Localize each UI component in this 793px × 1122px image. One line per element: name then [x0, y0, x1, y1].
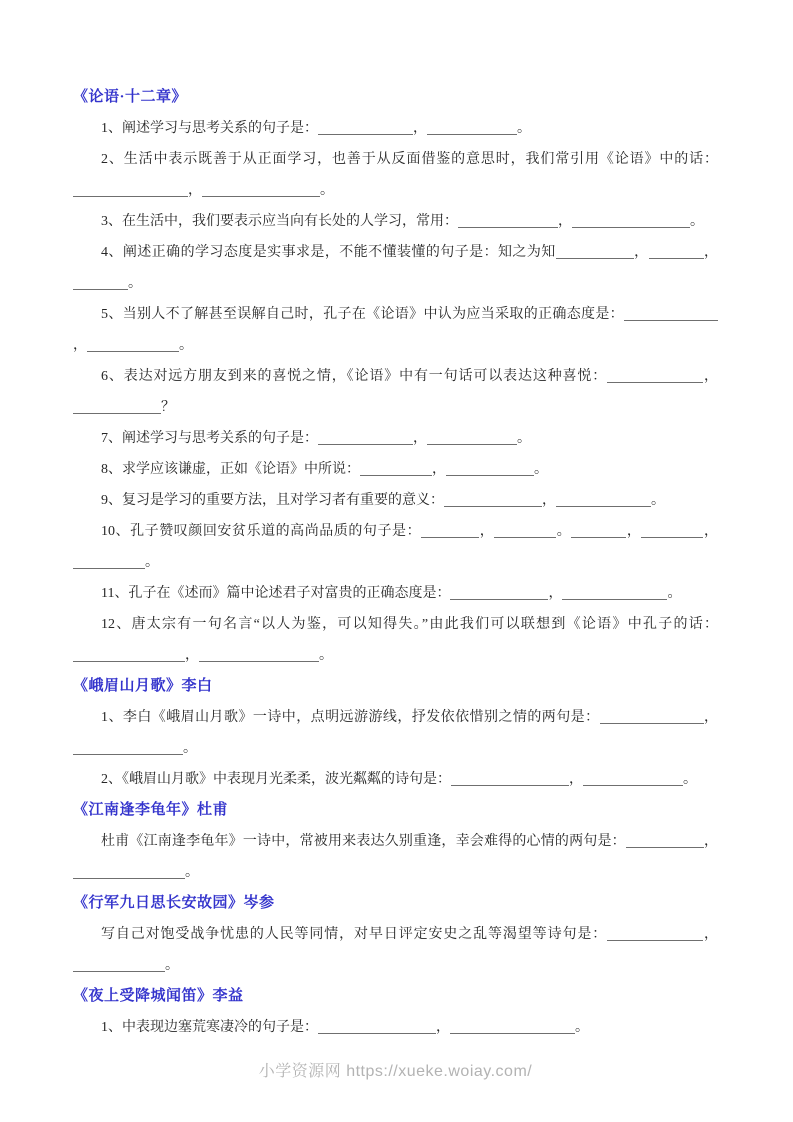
- answer-blank: [572, 214, 690, 228]
- answer-blank: [607, 369, 703, 383]
- section-title: 《峨眉山月歌》李白: [73, 678, 213, 694]
- question-text: 。: [185, 865, 199, 880]
- answer-blank: [318, 1020, 436, 1034]
- question-text: 。: [667, 586, 682, 601]
- question-text: 。: [145, 555, 159, 570]
- question-text: 。: [179, 338, 193, 353]
- question-text: 1、李白《峨眉山月歌》一诗中，点明远游游线，抒发依依惜别之情的两句是：: [101, 710, 600, 725]
- question-text: 。: [556, 524, 572, 539]
- answer-blank: [73, 648, 185, 662]
- question-text: 2、《峨眉山月歌》中表现月光柔柔，波光粼粼的诗句是：: [101, 772, 451, 787]
- answer-blank: [73, 958, 165, 972]
- question: [73, 516, 718, 578]
- question-text: 9、复习是学习的重要方法，且对学习者有重要的意义：: [101, 493, 444, 508]
- answer-blank: [450, 1020, 575, 1034]
- question-text: ，: [703, 710, 719, 725]
- answer-blank: [451, 772, 569, 786]
- question-text: 。: [683, 772, 697, 787]
- answer-blank: [450, 586, 548, 600]
- question: [73, 144, 718, 206]
- question-text: 10、孔子赞叹颜回安贫乐道的高尚品质的句子是：: [101, 524, 422, 539]
- question-text: ，: [569, 772, 583, 787]
- section-title: 《夜上受降城闻笛》李益: [73, 988, 244, 1004]
- answer-blank: [73, 741, 183, 755]
- answer-blank: [624, 307, 718, 321]
- answer-blank: [73, 555, 145, 569]
- question: [73, 113, 718, 144]
- answer-blank: [73, 865, 185, 879]
- section-title: 《论语·十二章》: [73, 89, 188, 105]
- answer-blank: [73, 276, 128, 290]
- answer-blank: [626, 834, 704, 848]
- answer-blank: [556, 245, 634, 259]
- question-text: ，: [558, 214, 572, 229]
- answer-blank: [607, 927, 703, 941]
- question-text: ，: [413, 431, 427, 446]
- question-text: ，: [703, 369, 719, 384]
- question: [73, 919, 718, 981]
- question-text: ，: [479, 524, 495, 539]
- question: [73, 609, 718, 671]
- answer-blank: [73, 400, 161, 414]
- question-text: 写自己对饱受战争忧患的人民等同情，对早日评定安史之乱等渴望等诗句是：: [101, 927, 608, 942]
- answer-blank: [87, 338, 179, 352]
- question-text: ，: [185, 648, 199, 663]
- answer-blank: [571, 524, 626, 538]
- question: [73, 702, 718, 764]
- answer-blank: [427, 121, 517, 135]
- question-text: 2、生活中表示既善于从正面学习，也善于从反面借鉴的意思时，我们常引用《论语》中的话：: [101, 152, 718, 167]
- answer-blank: [649, 245, 704, 259]
- question: [73, 206, 718, 237]
- question-text: 。: [690, 214, 704, 229]
- question: [73, 485, 718, 516]
- question: [73, 1012, 718, 1043]
- section-title: 《行军九日思长安故园》岑参: [73, 895, 275, 911]
- question-text: ，: [703, 927, 719, 942]
- question: [73, 578, 718, 609]
- answer-blank: [202, 183, 320, 197]
- question-text: ，: [413, 121, 427, 136]
- question-text: 。: [165, 958, 179, 973]
- question-text: 杜甫《江南逢李龟年》一诗中，常被用来表达久别重逢，幸会难得的心情的两句是：: [101, 834, 626, 849]
- answer-blank: [318, 121, 413, 135]
- answer-blank: [641, 524, 703, 538]
- answer-blank: [583, 772, 683, 786]
- question-text: ，: [188, 183, 202, 198]
- answer-blank: [600, 710, 704, 724]
- question-text: 。: [575, 1020, 589, 1035]
- question-text: ，: [548, 586, 563, 601]
- answer-blank: [444, 493, 542, 507]
- question: [73, 454, 718, 485]
- answer-blank: [318, 431, 413, 445]
- question-text: ，: [626, 524, 642, 539]
- question-text: 。: [183, 741, 197, 756]
- answer-blank: [562, 586, 667, 600]
- question-text: ，: [703, 245, 719, 260]
- question-text: 。: [517, 431, 531, 446]
- answer-blank: [199, 648, 319, 662]
- question-text: 。: [651, 493, 665, 508]
- question: [73, 826, 718, 888]
- question: [73, 361, 718, 423]
- answer-blank: [421, 524, 479, 538]
- question-text: 。: [320, 183, 334, 198]
- question-text: 。: [534, 462, 548, 477]
- question-text: ，: [432, 462, 446, 477]
- question-text: ，: [73, 338, 87, 353]
- question-text: ，: [542, 493, 556, 508]
- question-text: 6、表达对远方朋友到来的喜悦之情，《论语》中有一句话可以表达这种喜悦：: [101, 369, 608, 384]
- answer-blank: [458, 214, 558, 228]
- answer-blank: [556, 493, 651, 507]
- answer-blank: [427, 431, 517, 445]
- question-text: 5、当别人不了解甚至误解自己时，孔子在《论语》中认为应当采取的正确态度是：: [101, 307, 624, 322]
- question-text: ，: [703, 834, 719, 849]
- question-text: ，: [633, 245, 649, 260]
- question-text: 。: [128, 276, 142, 291]
- document-body: [73, 82, 718, 1043]
- question: [73, 237, 718, 299]
- answer-blank: [494, 524, 556, 538]
- question: [73, 423, 718, 454]
- question-text: 4、阐述正确的学习态度是实事求是，不能不懂装懂的句子是：知之为知: [101, 245, 556, 260]
- question-text: 3、在生活中，我们要表示应当向有长处的人学习，常用：: [101, 214, 458, 229]
- question-text: 1、阐述学习与思考关系的句子是：: [101, 121, 318, 136]
- answer-blank: [73, 183, 188, 197]
- question-text: 7、阐述学习与思考关系的句子是：: [101, 431, 318, 446]
- question: [73, 764, 718, 795]
- question: [73, 299, 718, 361]
- question-text: 12、唐太宗有一句名言“以人为鉴，可以知得失。”由此我们可以联想到《论语》中孔子的话：: [101, 617, 718, 632]
- answer-blank: [360, 462, 432, 476]
- question-text: 。: [319, 648, 333, 663]
- question-text: 1、中表现边塞荒寒凄冷的句子是：: [101, 1020, 318, 1035]
- answer-blank: [446, 462, 534, 476]
- question-text: 11、孔子在《述而》篇中论述君子对富贵的正确态度是：: [101, 586, 451, 601]
- question-text: ，: [436, 1020, 450, 1035]
- question-text: ？: [161, 400, 175, 415]
- footer-watermark: 小学资源网 https://xueke.woiay.com/: [258, 1063, 533, 1080]
- question-text: ，: [703, 524, 719, 539]
- question-text: 8、求学应该谦虚，正如《论语》中所说：: [101, 462, 360, 477]
- section-title: 《江南逢李龟年》杜甫: [73, 802, 229, 818]
- question-text: 。: [517, 121, 531, 136]
